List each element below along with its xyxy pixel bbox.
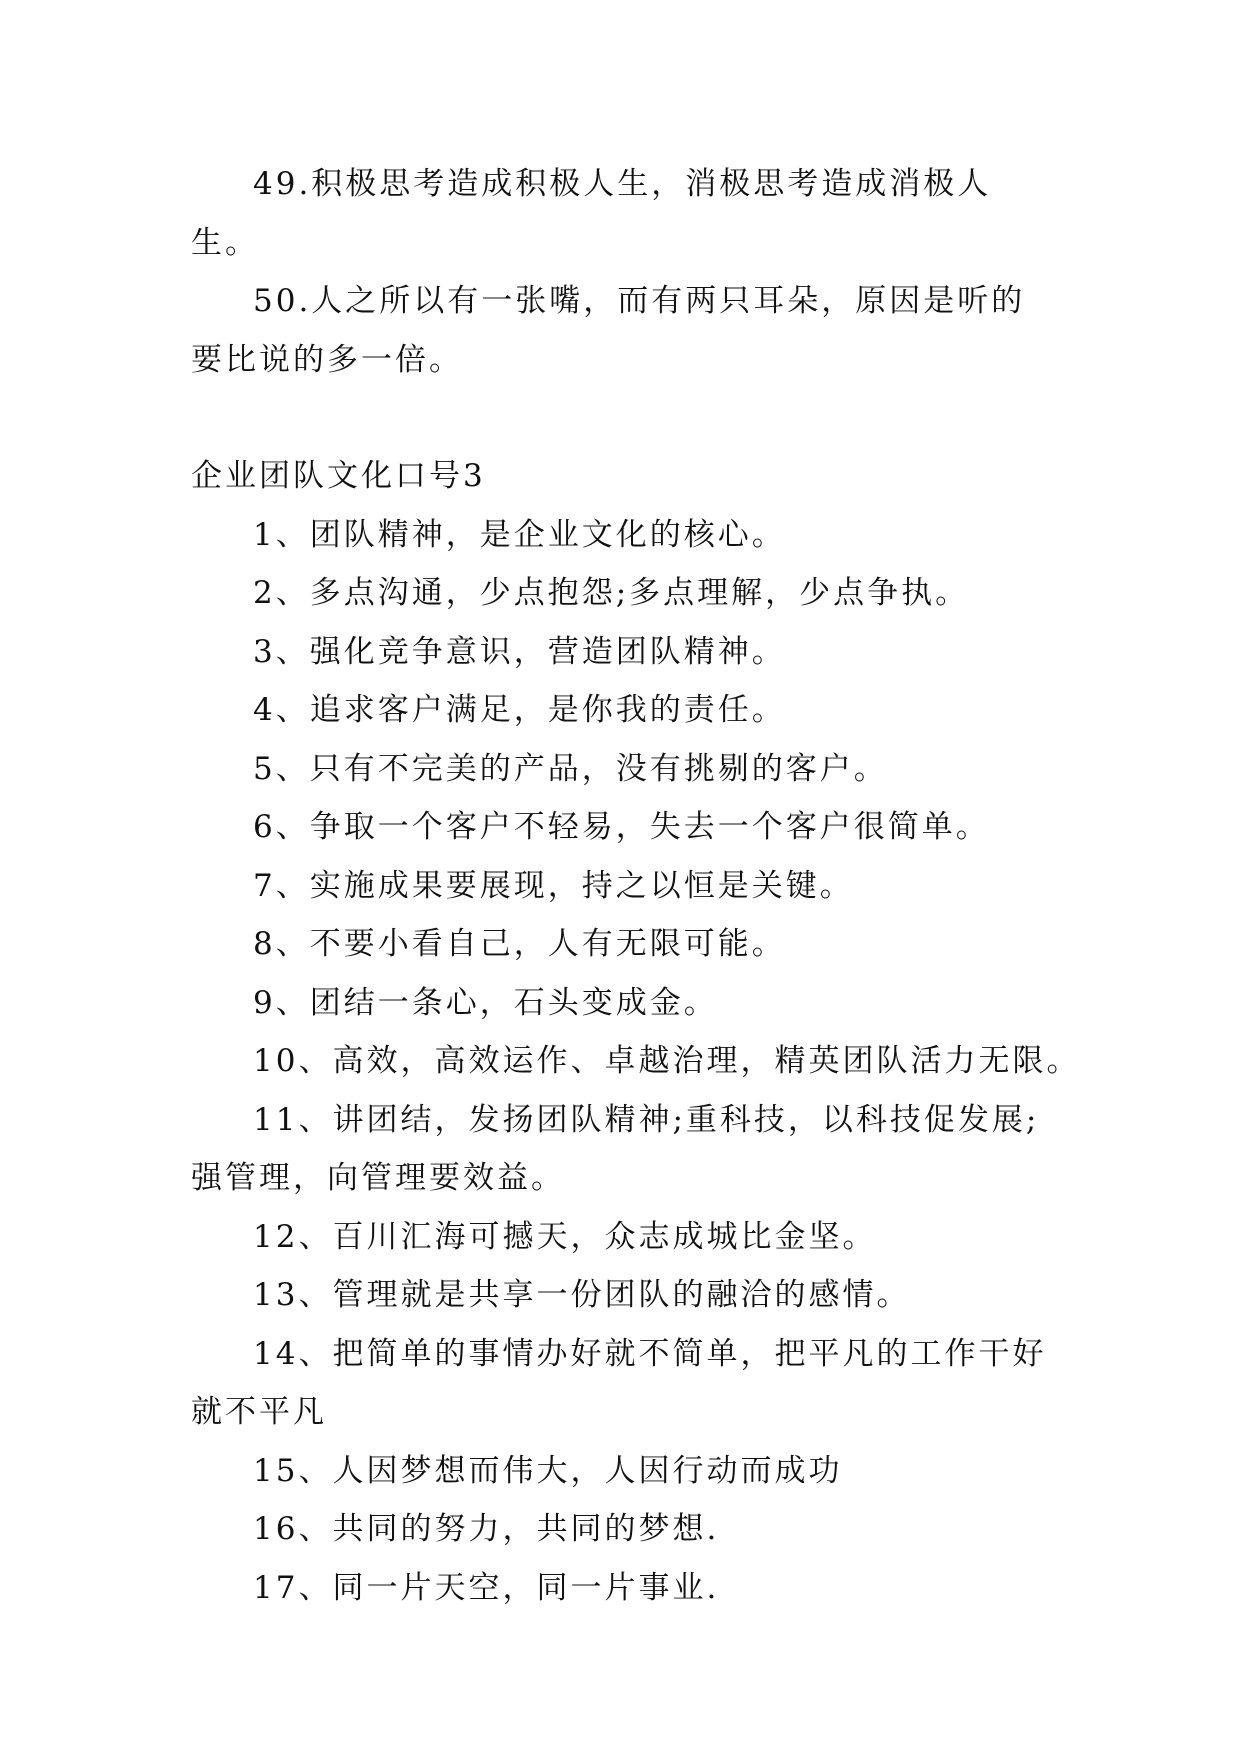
section-spacer <box>191 389 1051 447</box>
list-item: 11、讲团结，发扬团队精神;重科技，以科技促发展;强管理，向管理要效益。 <box>191 1101 1040 1196</box>
list-item: 14、把简单的事情办好就不简单，把平凡的工作干好就不平凡 <box>191 1335 1047 1430</box>
list-item: 49.积极思考造成积极人生，消极思考造成消极人生。 <box>191 166 992 261</box>
list-item: 6、争取一个客户不轻易，失去一个客户很简单。 <box>253 809 990 845</box>
list-item: 2、多点沟通，少点抱怨;多点理解，少点争执。 <box>253 575 970 611</box>
list-item: 17、同一片天空，同一片事业. <box>253 1569 720 1606</box>
list-item: 1、团队精神，是企业文化的核心。 <box>253 516 786 553</box>
list-item: 5、只有不完美的产品，没有挑剔的客户。 <box>253 750 888 787</box>
list-item: 4、追求客户满足，是你我的责任。 <box>253 692 786 728</box>
list-item: 7、实施成果要展现，持之以恒是关键。 <box>253 867 854 904</box>
list-item: 8、不要小看自己，人有无限可能。 <box>253 926 786 962</box>
list-item: 12、百川汇海可撼天，众志成城比金坚。 <box>253 1218 877 1255</box>
section-heading: 企业团队文化口号3 <box>191 458 486 494</box>
list-item: 13、管理就是共享一份团队的融洽的感情。 <box>253 1277 911 1313</box>
list-item: 50.人之所以有一张嘴，而有两只耳朵，原因是听的要比说的多一倍。 <box>191 283 1026 378</box>
list-item: 15、人因梦想而伟大，人因行动而成功 <box>253 1452 843 1489</box>
document-body <box>191 155 1081 1617</box>
list-item: 9、团结一条心，石头变成金。 <box>253 984 718 1021</box>
list-item: 16、共同的努力，共同的梦想. <box>253 1511 720 1547</box>
list-item: 3、强化竞争意识，营造团队精神。 <box>253 633 786 670</box>
list-item: 10、高效，高效运作、卓越治理，精英团队活力无限。 <box>253 1043 1081 1079</box>
